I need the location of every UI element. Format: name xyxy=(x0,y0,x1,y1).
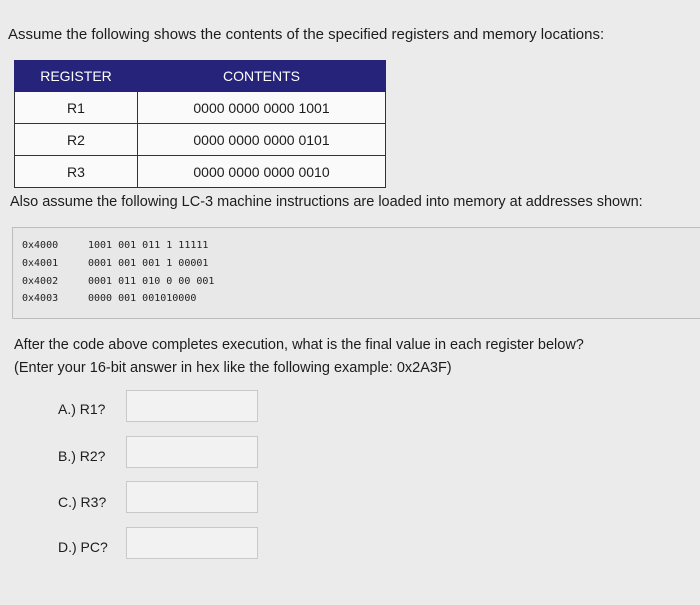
code-address: 0x4001 xyxy=(22,258,59,269)
question-text xyxy=(14,334,584,380)
answer-label-r1: A.) R1? xyxy=(58,401,106,417)
instructions-intro: Also assume the following LC-3 machine instructions are loaded into memory at addresses shown: xyxy=(10,194,643,210)
code-address: 0x4000 xyxy=(22,240,59,251)
answer-label-r2: B.) R2? xyxy=(58,448,106,464)
code-bits: 0001 011 010 0 00 001 xyxy=(88,276,215,287)
answer-label-r3: C.) R3? xyxy=(58,494,107,510)
prompt-text: Assume the following shows the contents of the specified registers and memory locations: xyxy=(8,26,605,43)
question-line-1: After the code above completes execution, what is the final value in each register below? xyxy=(14,337,584,353)
register-name: R1 xyxy=(15,92,138,124)
code-bits: 0000 001 001010000 xyxy=(88,293,197,304)
register-contents: 0000 0000 0000 0010 xyxy=(138,156,386,188)
answer-label-pc: D.) PC? xyxy=(58,539,108,555)
header-register: REGISTER xyxy=(15,61,138,92)
code-block xyxy=(12,227,700,319)
r1-answer-input[interactable] xyxy=(126,390,258,422)
code-bits: 1001 001 011 1 11111 xyxy=(88,240,209,251)
code-bits: 0001 001 001 1 00001 xyxy=(88,258,209,269)
header-contents: CONTENTS xyxy=(138,61,386,92)
r3-answer-input[interactable] xyxy=(126,481,258,513)
code-address: 0x4002 xyxy=(22,276,59,287)
register-name: R3 xyxy=(15,156,138,188)
register-name: R2 xyxy=(15,124,138,156)
question-line-2: (Enter your 16-bit answer in hex like the following example: 0x2A3F) xyxy=(14,360,452,376)
r2-answer-input[interactable] xyxy=(126,436,258,468)
code-address: 0x4003 xyxy=(22,293,59,304)
table-row xyxy=(15,156,386,188)
register-table-header xyxy=(15,61,386,92)
register-contents: 0000 0000 0000 0101 xyxy=(138,124,386,156)
register-contents: 0000 0000 0000 1001 xyxy=(138,92,386,124)
pc-answer-input[interactable] xyxy=(126,527,258,559)
table-row xyxy=(15,124,386,156)
register-table xyxy=(14,60,386,188)
table-row xyxy=(15,92,386,124)
